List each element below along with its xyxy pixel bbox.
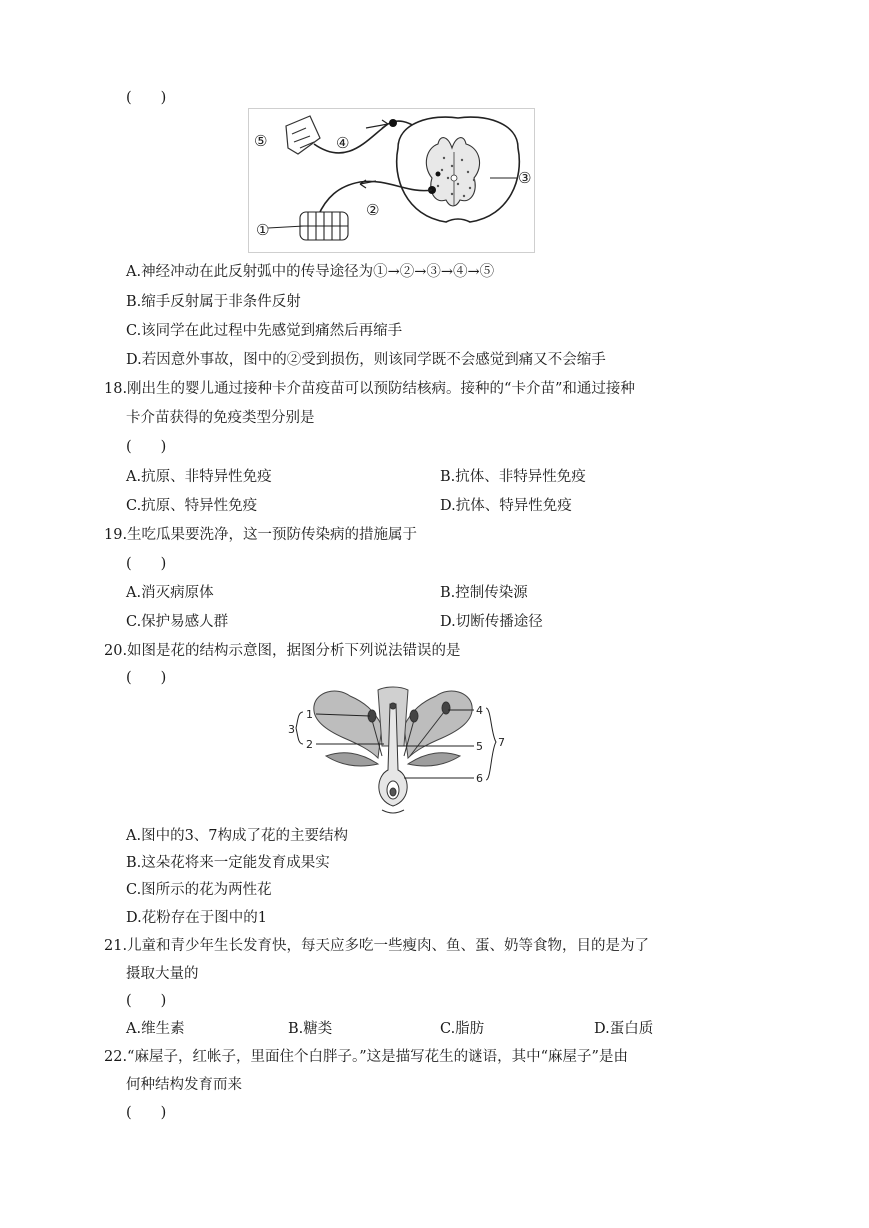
flower-label-1: 1 — [306, 708, 313, 721]
q18-stem-line2: 卡介苗获得的免疫类型分别是 — [126, 410, 315, 426]
q18-option-b: B.抗体、非特异性免疫 — [440, 469, 586, 485]
q21-option-c: C.脂肪 — [440, 1021, 485, 1037]
q19-option-c: C.保护易感人群 — [126, 614, 229, 630]
q22-bracket: ( ) — [126, 1105, 167, 1121]
q20-option-a: A.图中的3、7构成了花的主要结构 — [126, 828, 349, 844]
q17-option-b: B.缩手反射属于非条件反射 — [126, 294, 301, 310]
q19-stem: 19.生吃瓜果要洗净，这一预防传染病的措施属于 — [104, 527, 418, 543]
ganglion — [389, 119, 397, 127]
q21-option-b: B.糖类 — [288, 1021, 333, 1037]
q22-stem-line2: 何种结构发育而来 — [126, 1077, 242, 1093]
q20-option-b: B.这朵花将来一定能发育成果实 — [126, 855, 330, 871]
flower-label-6: 6 — [476, 772, 483, 785]
flower-label-7: 7 — [498, 736, 505, 749]
q19-bracket: ( ) — [126, 556, 167, 572]
flower-structure-figure — [286, 686, 506, 816]
reflex-arc-figure — [248, 108, 536, 254]
flower-label-5: 5 — [476, 740, 483, 753]
q21-stem-line1: 21.儿童和青少年生长发育快，每天应多吃一些瘦肉、鱼、蛋、奶等食物，目的是为了 — [104, 938, 650, 954]
label-1: ① — [256, 221, 270, 239]
q17-option-d: D.若因意外事故，图中的②受到损伤，则该同学既不会感觉到痛又不会缩手 — [126, 352, 606, 368]
q19-option-b: B.控制传染源 — [440, 585, 528, 601]
flower-label-4: 4 — [476, 704, 483, 717]
q18-option-a: A.抗原、非特异性免疫 — [126, 469, 272, 485]
effector-muscle-icon — [300, 212, 348, 240]
q17-option-a: A.神经冲动在此反射弧中的传导途径为①→②→③→④→⑤ — [126, 264, 495, 280]
label-5: ⑤ — [254, 132, 268, 150]
q20-option-d: D.花粉存在于图中的1 — [126, 910, 267, 926]
q21-option-a: A.维生素 — [126, 1021, 185, 1037]
label-2: ② — [366, 201, 380, 219]
q20-stem: 20.如图是花的结构示意图，据图分析下列说法错误的是 — [104, 643, 461, 659]
q21-option-d: D.蛋白质 — [594, 1021, 654, 1037]
q20-bracket: ( ) — [126, 670, 167, 686]
q18-bracket: ( ) — [126, 439, 167, 455]
q18-stem-line1: 18.刚出生的婴儿通过接种卡介苗疫苗可以预防结核病。接种的“卡介苗”和通过接种 — [104, 381, 635, 397]
flower-label-3: 3 — [288, 723, 295, 736]
q21-stem-line2: 摄取大量的 — [126, 966, 199, 982]
q21-bracket: ( ) — [126, 993, 167, 1009]
q18-option-c: C.抗原、特异性免疫 — [126, 498, 258, 514]
q17-option-c: C.该同学在此过程中先感觉到痛然后再缩手 — [126, 323, 403, 339]
q18-option-d: D.抗体、特异性免疫 — [440, 498, 572, 514]
label-3: ③ — [518, 169, 532, 187]
receptor-skin-icon — [286, 116, 320, 154]
flower-label-2: 2 — [306, 738, 313, 751]
label-4: ④ — [336, 134, 350, 152]
spinal-cord — [397, 117, 520, 222]
q19-option-d: D.切断传播途径 — [440, 614, 543, 630]
q20-option-c: C.图所示的花为两性花 — [126, 882, 272, 898]
q17-bracket: ( ) — [126, 90, 167, 106]
q19-option-a: A.消灭病原体 — [126, 585, 214, 601]
q22-stem-line1: 22.“麻屋子，红帐子，里面住个白胖子。”这是描写花生的谜语，其中“麻屋子”是由 — [104, 1049, 628, 1065]
